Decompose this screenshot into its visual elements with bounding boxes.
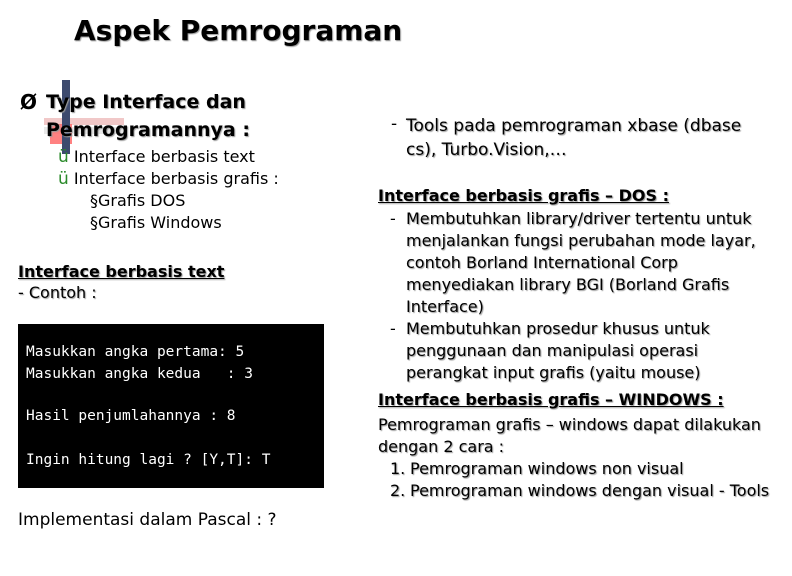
list-item (390, 458, 684, 480)
dos-heading: Interface berbasis grafis – DOS : (378, 186, 669, 205)
square-bullet-icon: § (90, 191, 98, 210)
list-item-label: Interface berbasis grafis : (73, 169, 279, 188)
text-interface-heading: Interface berbasis text (18, 262, 225, 281)
check-icon: ü (58, 169, 69, 189)
windows-paragraph: Pemrograman grafis – windows dapat dilakukan dengan 2 cara : (378, 415, 761, 456)
square-bullet-icon: § (90, 213, 98, 232)
check-icon: ü (58, 147, 69, 167)
list-item (90, 190, 185, 212)
console-line: Ingin hitung lagi ? [Y,T]: T (26, 452, 271, 468)
list-item (58, 146, 255, 168)
list-item-label: Interface berbasis text (73, 147, 255, 166)
list-number: 2. (390, 481, 406, 500)
list-item-label: Pemrograman windows non visual (410, 459, 684, 478)
list-item-label: Grafis Windows (98, 213, 222, 232)
console-line: Hasil penjumlahannya : 8 (26, 408, 236, 424)
slide-title: Aspek Pemrograman (74, 14, 403, 47)
dash-bullet: - (390, 209, 396, 228)
section-title-line: Pemrogramannya : (46, 119, 250, 141)
list-item: Membutuhkan prosedur khusus untuk penggunaan dan manipulasi operasi perangkat input grafis (yaitu mouse) (406, 319, 710, 382)
dash-bullet: - (390, 319, 396, 338)
arrow-bullet-icon: Ø (20, 90, 38, 114)
tools-text: Tools pada pemrograman xbase (dbase cs), Turbo.Vision,… (406, 116, 742, 160)
list-item (58, 168, 279, 190)
dash-bullet: - (391, 114, 398, 134)
list-item-label: Pemrograman windows dengan visual - Tools (410, 481, 770, 500)
console-line: Masukkan angka kedua : 3 (26, 366, 253, 382)
implementation-text: Implementasi dalam Pascal : ? (18, 510, 277, 530)
list-item (390, 480, 769, 502)
contoh-label: - Contoh : (18, 283, 97, 302)
console-output (18, 324, 324, 488)
list-item: Membutuhkan library/driver tertentu untuk menjalankan fungsi perubahan mode layar, contoh Borland International Corp menyediakan library BGI (Borland Grafis Interface) (406, 209, 756, 316)
list-item-label: Grafis DOS (98, 191, 186, 210)
console-line: Masukkan angka pertama: 5 (26, 344, 245, 360)
windows-heading: Interface berbasis grafis – WINDOWS : (378, 390, 724, 409)
section-title (46, 88, 250, 144)
list-item (90, 212, 222, 234)
section-title-line: Type Interface dan (46, 91, 246, 113)
list-number: 1. (390, 459, 406, 478)
